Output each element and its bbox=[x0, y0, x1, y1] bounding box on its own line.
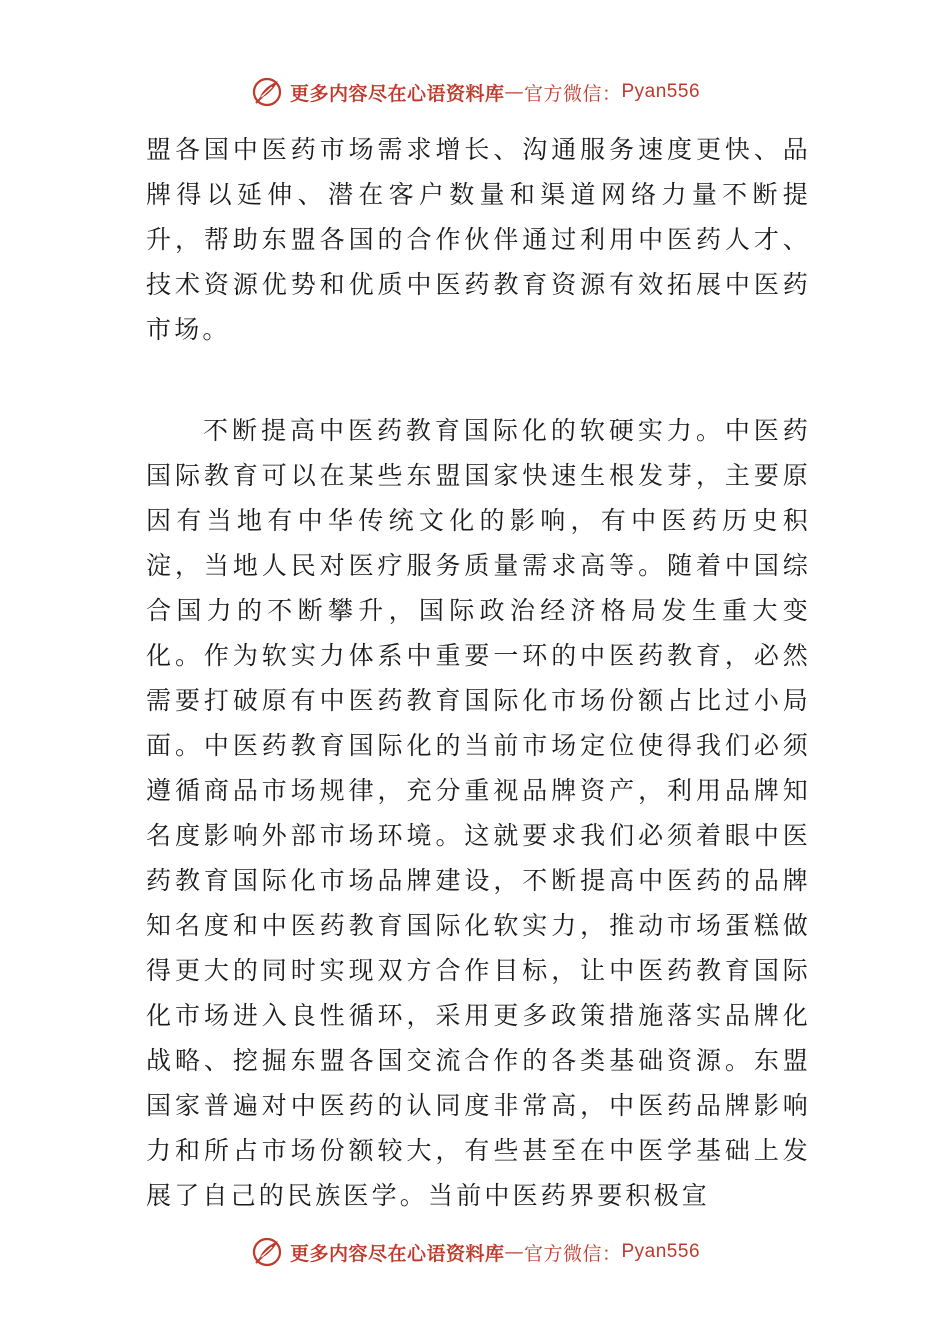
leaf-pen-logo-icon bbox=[250, 1235, 284, 1269]
header-banner bbox=[0, 72, 950, 112]
paragraph-2: 不断提高中医药教育国际化的软硬实力。中医药国际教育可以在某些东盟国家快速生根发芽，主要原因有当地有中华传统文化的影响，有中医药历史积淀，当地人民对医疗服务质量需求高等。随着中国综合国力的不断攀升，国际政治经济格局发生重大变化。作为软实力体系中重要一环的中医药教育，必然需要打破原有中医药教育国际化市场份额占比过小局面。中医药教育国际化的当前市场定位使得我们必须遵循商品市场规律，充分重视品牌资产，利用品牌知名度影响外部市场环境。这就要求我们必须着眼中医药教育国际化市场品牌建设，不断提高中医药的品牌知名度和中医药教育国际化软实力，推动市场蛋糕做得更大的同时实现双方合作目标，让中医药教育国际化市场进入良性循环，采用更多政策措施落实品牌化战略、挖掘东盟各国交流合作的各类基础资源。东盟国家普遍对中医药的认同度非常高，中医药品牌影响力和所占市场份额较大，有些甚至在中医学基础上发展了自己的民族医学。当前中医药界要积极宣 bbox=[146, 416, 811, 1210]
header-wechat-label: 官方微信： bbox=[523, 82, 622, 105]
header-wechat-id: Pyan556 bbox=[621, 81, 701, 102]
paragraph-1: 盟各国中医药市场需求增长、沟通服务速度更快、品牌得以延伸、潜在客户数量和渠道网络力量不断提升，帮助东盟各国的合作伙伴通过利用中医药人才、技术资源优势和优质中医药教育资源有效拓展中医药市场。 bbox=[146, 135, 811, 344]
document-body bbox=[146, 127, 811, 1218]
header-brand-text: 更多内容尽在心语资料库 bbox=[289, 82, 505, 105]
footer-separator: — bbox=[504, 1241, 524, 1263]
footer-wechat-id: Pyan556 bbox=[621, 1241, 701, 1262]
paragraph-gap bbox=[146, 352, 811, 408]
footer-banner bbox=[0, 1232, 950, 1272]
leaf-pen-logo-icon bbox=[250, 75, 284, 109]
header-separator: — bbox=[504, 81, 524, 103]
footer-wechat-label: 官方微信： bbox=[523, 1242, 622, 1265]
footer-brand-text: 更多内容尽在心语资料库 bbox=[289, 1242, 505, 1265]
